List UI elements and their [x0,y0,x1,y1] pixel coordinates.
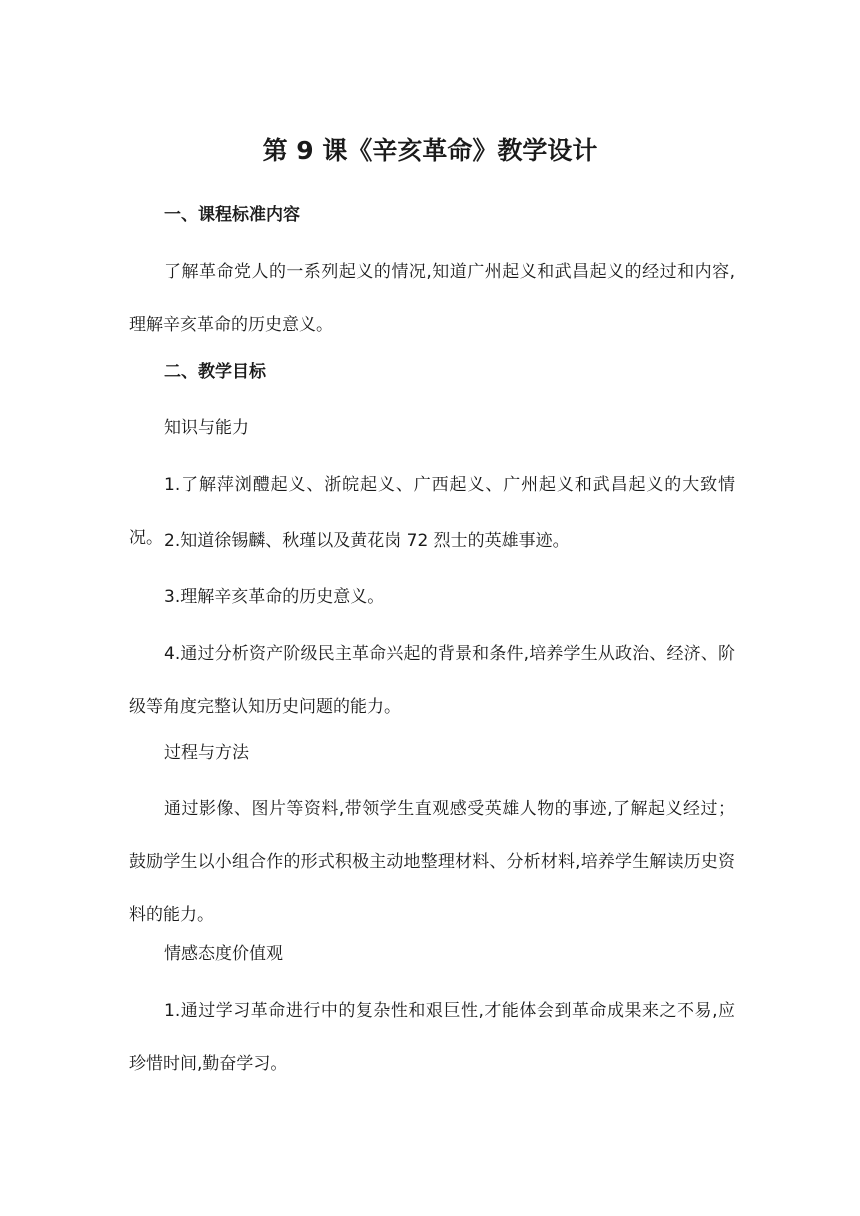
document-title: 第 9 课《辛亥革命》教学设计 [262,136,598,165]
knowledge-item-3: 3.理解辛亥革命的历史意义。 [164,587,385,607]
knowledge-item-4: 4.通过分析资产阶级民主革命兴起的背景和条件,培养学生从政治、经济、阶级等角度完整认知历史问题的能力。 [129,644,735,717]
section-heading-teaching-objectives: 二、教学目标 [164,362,266,382]
subheading-emotion-values: 情感态度价值观 [164,944,283,964]
process-method-text: 通过影像、图片等资料,带领学生直观感受英雄人物的事迹,了解起义经过；鼓励学生以小组合作的形式积极主动地整理材料、分析材料,培养学生解读历史资料的能力。 [129,799,735,925]
knowledge-item-2: 2.知道徐锡麟、秋瑾以及黄花岗 72 烈士的英雄事迹。 [164,531,570,551]
subheading-knowledge-ability: 知识与能力 [164,418,249,438]
emotion-item-1: 1.通过学习革命进行中的复杂性和艰巨性,才能体会到革命成果来之不易,应珍惜时间,勤奋学习。 [129,1001,735,1074]
section-heading-curriculum-standards: 一、课程标准内容 [164,205,300,225]
subheading-process-method: 过程与方法 [164,743,249,763]
curriculum-standards-text: 了解革命党人的一系列起义的情况,知道广州起义和武昌起义的经过和内容,理解辛亥革命的历史意义。 [129,262,735,335]
knowledge-item-1: 1.了解萍浏醴起义、浙皖起义、广西起义、广州起义和武昌起义的大致情况。 [129,475,735,548]
